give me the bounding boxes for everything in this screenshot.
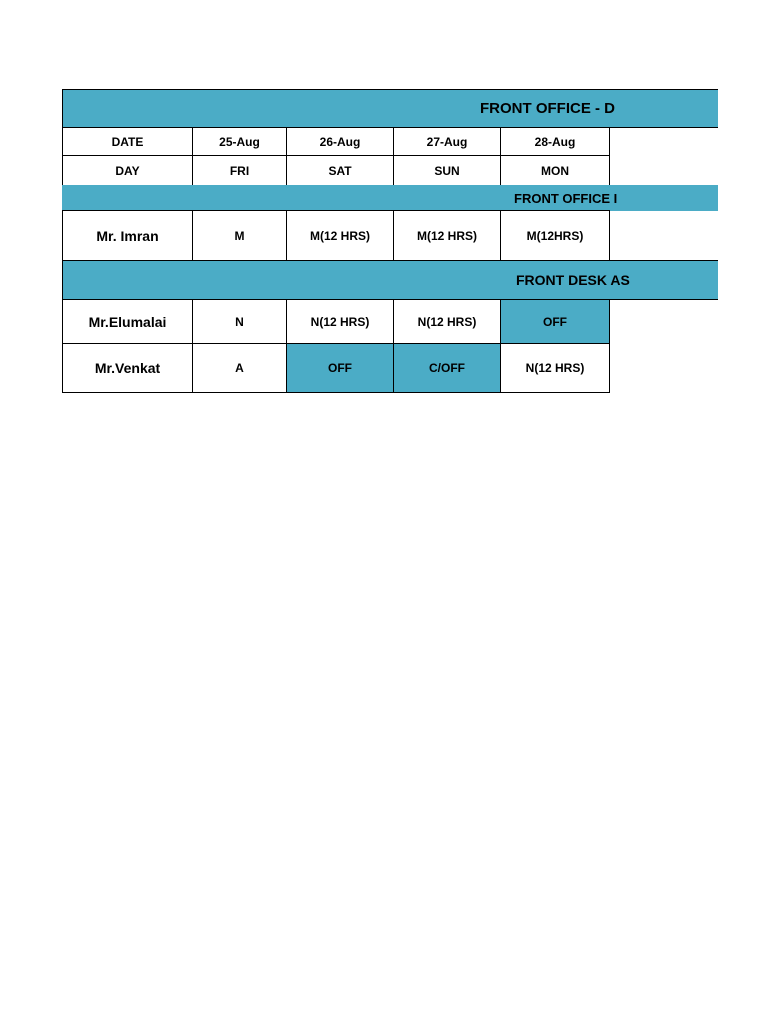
date-cell: 26-Aug [286,127,394,156]
shift-cell: N [192,299,287,344]
staff-name: Mr.Venkat [62,343,193,393]
shift-cell-off: C/OFF [393,343,501,393]
shift-cell: N(12 HRS) [500,343,610,393]
day-cell: SAT [286,155,394,186]
day-cell: MON [500,155,610,186]
section-band-manager [62,185,718,211]
date-cell: 27-Aug [393,127,501,156]
section-band-desk [62,260,718,300]
sheet-title: FRONT OFFICE - D [480,100,615,117]
date-label: DATE [62,127,193,156]
shift-cell: A [192,343,287,393]
shift-cell: N(12 HRS) [286,299,394,344]
shift-cell: M(12HRS) [500,210,610,261]
section-title-desk: FRONT DESK AS [516,272,630,288]
shift-cell: M [192,210,287,261]
staff-name: Mr.Elumalai [62,299,193,344]
date-cell: 28-Aug [500,127,610,156]
day-cell: SUN [393,155,501,186]
shift-cell: N(12 HRS) [393,299,501,344]
date-cell: 25-Aug [192,127,287,156]
section-title-manager: FRONT OFFICE I [514,190,618,206]
day-label: DAY [62,155,193,186]
day-cell: FRI [192,155,287,186]
shift-cell: M(12 HRS) [286,210,394,261]
staff-name: Mr. Imran [62,210,193,261]
shift-cell-off: OFF [500,299,610,344]
shift-cell-off: OFF [286,343,394,393]
title-band [62,89,718,128]
shift-cell: M(12 HRS) [393,210,501,261]
